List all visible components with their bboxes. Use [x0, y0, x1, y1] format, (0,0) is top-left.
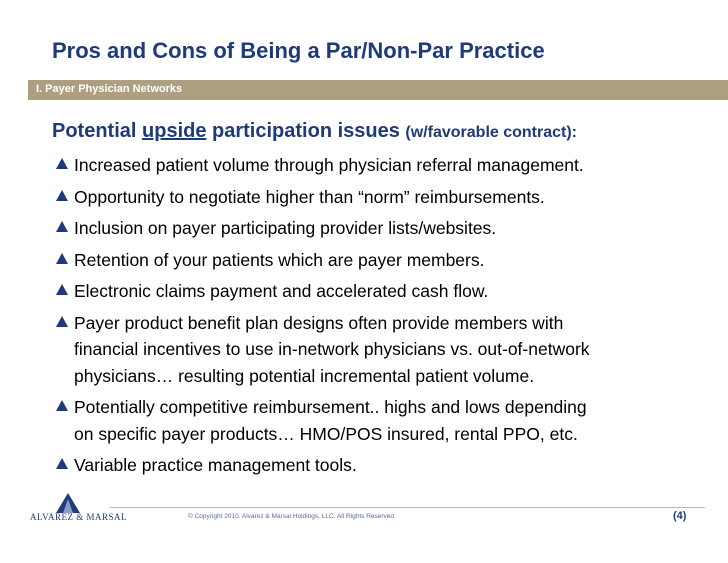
- bullet-text: [74, 394, 726, 447]
- bullet-line: Opportunity to negotiate higher than “norm” reimbursements.: [74, 186, 545, 207]
- triangle-bullet-icon: [56, 400, 68, 411]
- bullet-text: [74, 184, 726, 211]
- triangle-bullet-icon: [56, 458, 68, 469]
- footer-divider: [110, 507, 705, 508]
- bullet-line: Retention of your patients which are payer members.: [74, 249, 485, 270]
- logo-text: ALVAREZ & MARSAL: [30, 512, 128, 522]
- heading-middle: participation issues: [206, 120, 406, 142]
- heading-suffix: (w/favorable contract):: [405, 124, 578, 141]
- bullet-text: [74, 310, 726, 390]
- heading-prefix: Potential: [52, 120, 143, 142]
- triangle-bullet-icon: [56, 284, 68, 295]
- bullet-line: Inclusion on payer participating provider lists/websites.: [74, 218, 497, 238]
- bullet-item: [56, 184, 726, 211]
- triangle-bullet-icon: [56, 221, 68, 232]
- bullet-list: [56, 152, 726, 484]
- bullet-line: Payer product benefit plan designs often provide members with: [74, 312, 564, 333]
- logo-mountain-icon: [56, 493, 80, 513]
- company-logo: [30, 493, 128, 523]
- bullet-line: Electronic claims payment and accelerated cash flow.: [74, 281, 489, 301]
- triangle-bullet-icon: [56, 316, 68, 327]
- bullet-item: [56, 310, 726, 390]
- bullet-text: [74, 215, 726, 242]
- bullet-item: [56, 452, 726, 479]
- section-heading: [52, 120, 577, 143]
- page-number: (4): [673, 510, 687, 522]
- bullet-line: financial incentives to use in-network physicians vs. out-of-network: [74, 339, 590, 359]
- bullet-line: on specific payer products… HMO/POS insured, rental PPO, etc.: [74, 423, 578, 444]
- section-label: I. Payer Physician Networks: [36, 83, 183, 95]
- bullet-line: physicians… resulting potential incremental patient volume.: [74, 365, 535, 386]
- bullet-item: [56, 394, 726, 447]
- heading-emphasis: upside: [142, 120, 207, 142]
- bullet-line: Increased patient volume through physician referral management.: [74, 155, 584, 175]
- bullet-item: [56, 247, 726, 274]
- triangle-bullet-icon: [56, 158, 68, 169]
- bullet-line: Variable practice management tools.: [74, 455, 357, 475]
- bullet-text: [74, 152, 726, 179]
- bullet-item: [56, 152, 726, 179]
- section-bar: [28, 80, 728, 100]
- triangle-bullet-icon: [56, 190, 68, 201]
- slide-title: Pros and Cons of Being a Par/Non-Par Practice: [52, 38, 545, 63]
- bullet-text: [74, 278, 726, 305]
- bullet-item: [56, 215, 726, 242]
- bullet-item: [56, 278, 726, 305]
- triangle-bullet-icon: [56, 253, 68, 264]
- bullet-text: [74, 247, 726, 274]
- bullet-text: [74, 452, 726, 479]
- copyright-notice: © Copyright 2010. Alvarez & Marsal Holdings, LLC. All Rights Reserved.: [188, 513, 396, 520]
- bullet-line: Potentially competitive reimbursement.. highs and lows depending: [74, 397, 587, 417]
